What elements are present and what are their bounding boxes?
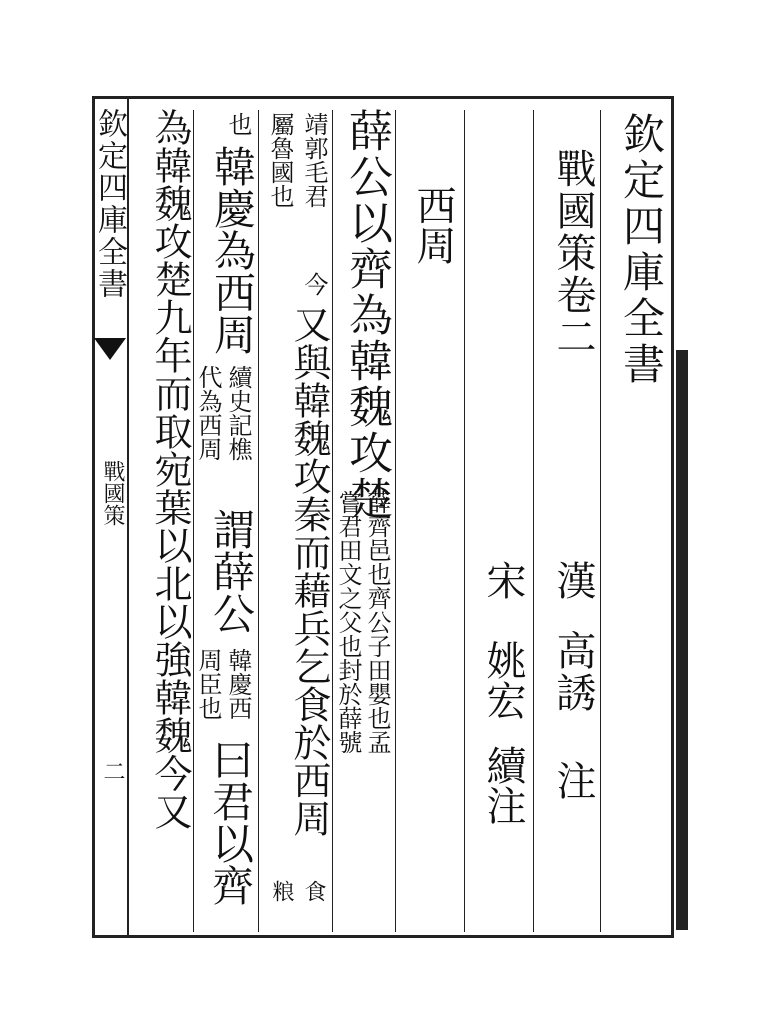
column-rule (258, 110, 259, 932)
body-main-text: 為韓魏攻楚九年而取宛葉以北以強韓魏今又 (148, 108, 192, 830)
fishtail-mark (94, 338, 126, 360)
column-rule (464, 110, 465, 932)
body-annotation: 嘗君田文之父也封於薛號 (334, 490, 362, 754)
body-main-text: 韓慶為西周 (208, 145, 257, 355)
continuator-name: 姚宏 (480, 640, 526, 720)
annotator-name: 高誘 (550, 630, 596, 714)
body-annotation: 薛齊邑也齊公子田嬰也孟 (363, 490, 391, 754)
body-annotation: 靖郭毛君 (300, 112, 328, 208)
continuator-dynasty: 宋 (480, 560, 526, 600)
body-annotation: 也 (224, 112, 252, 136)
column-rule (395, 110, 396, 932)
annotator-role: 注 (550, 760, 596, 800)
margin-divider (127, 96, 129, 935)
margin-page-number: 二 (100, 760, 125, 782)
body-main-text: 謂薛公 (207, 508, 256, 634)
body-annotation: 粮 (269, 880, 294, 902)
body-main-text: 曰君以齊 (206, 738, 255, 906)
body-annotation: 屬魯國也 (266, 112, 294, 208)
body-annotation: 今 (300, 272, 328, 296)
annotator-dynasty: 漢 (550, 560, 596, 600)
scan-edge (676, 350, 688, 930)
body-annotation: 韓慶西 (224, 648, 252, 720)
column-rule (533, 110, 534, 932)
column-rule (193, 110, 194, 932)
margin-title: 欽定四庫全書 (92, 108, 127, 300)
volume-title: 戰國策卷二 (550, 148, 596, 358)
continuator-role: 續注 (480, 745, 526, 825)
body-main-text: 又與韓魏攻秦而藉兵乞食於西周 (287, 305, 331, 837)
book-title: 欽定四庫全書 (617, 112, 666, 388)
body-annotation: 周臣也 (194, 648, 222, 720)
margin-book-title: 戰國策 (100, 460, 125, 526)
column-rule (600, 110, 601, 932)
body-annotation: 續史記樵 (224, 365, 252, 461)
body-annotation: 代為西周 (194, 365, 222, 461)
body-annotation: 食 (301, 880, 326, 902)
section-title: 西周 (410, 185, 456, 265)
body-main-text: 薛公以齊為韓魏攻楚 (341, 108, 392, 522)
